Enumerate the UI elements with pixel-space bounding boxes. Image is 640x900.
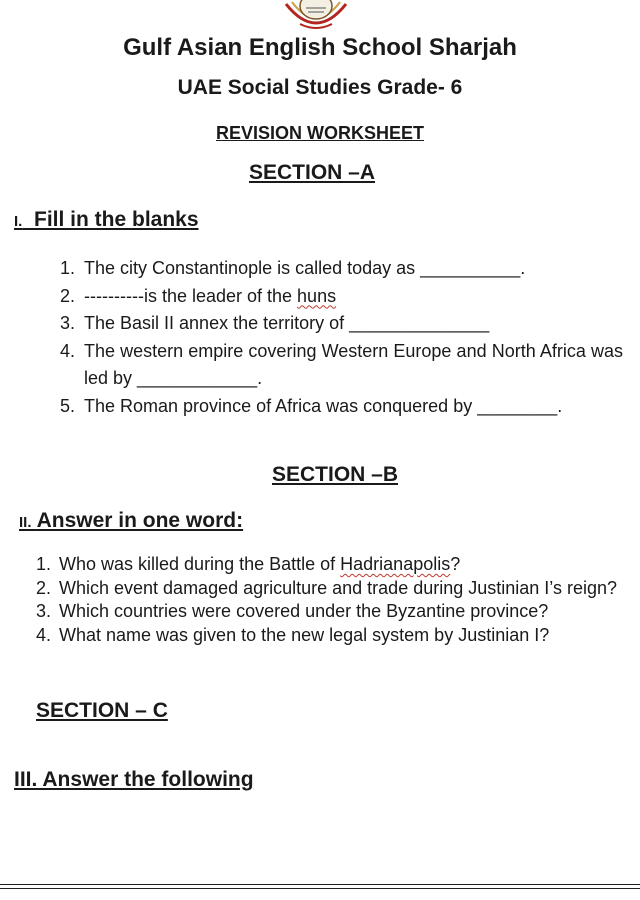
list-item: 3. The Basil II annex the territory of ______________: [60, 313, 490, 334]
list-item: 3. Which countries were covered under the Byzantine province?: [36, 601, 549, 622]
list-item: 2. Which event damaged agriculture and trade during Justinian I’s reign?: [36, 577, 617, 598]
section-b-title: SECTION –B: [272, 463, 399, 486]
list-item: 4. The western empire covering Western Europe and North Africa was led by ____________.: [60, 340, 623, 389]
section-b-heading-text: Answer in one word:: [36, 509, 244, 532]
school-name: Gulf Asian English School Sharjah: [123, 34, 517, 61]
school-crest-icon: [280, 0, 352, 34]
section-b-heading: [19, 509, 243, 533]
page-divider: [0, 888, 640, 889]
spelling-flag: Hadrianapolis: [340, 554, 451, 574]
list-item: 2. ----------is the leader of the huns: [60, 285, 337, 306]
one-word-list: [36, 553, 628, 647]
section-c-heading: III. Answer the following: [14, 768, 254, 791]
list-item: 1. The city Constantinople is called today as __________.: [60, 258, 526, 278]
page-divider: [0, 884, 640, 885]
list-item: 5. The Roman province of Africa was conquered by ________.: [60, 395, 563, 416]
subject-title: UAE Social Studies Grade- 6: [177, 76, 463, 99]
section-a-title: SECTION –A: [249, 161, 376, 184]
section-a-heading-text: Fill in the blanks: [34, 208, 199, 231]
list-item: 4. What name was given to the new legal system by Justinian I?: [36, 624, 550, 645]
spelling-flag: huns: [297, 285, 337, 306]
list-item: 1. Who was killed during the Battle of Hadrianapolis?: [36, 554, 461, 574]
section-a-heading: [14, 208, 199, 232]
section-b-roman: II.: [19, 514, 32, 531]
section-a-roman: I.: [14, 213, 23, 230]
fill-in-blanks-list: [60, 255, 623, 421]
section-c-title: SECTION – C: [36, 699, 168, 722]
worksheet-title: REVISION WORKSHEET: [215, 123, 425, 143]
